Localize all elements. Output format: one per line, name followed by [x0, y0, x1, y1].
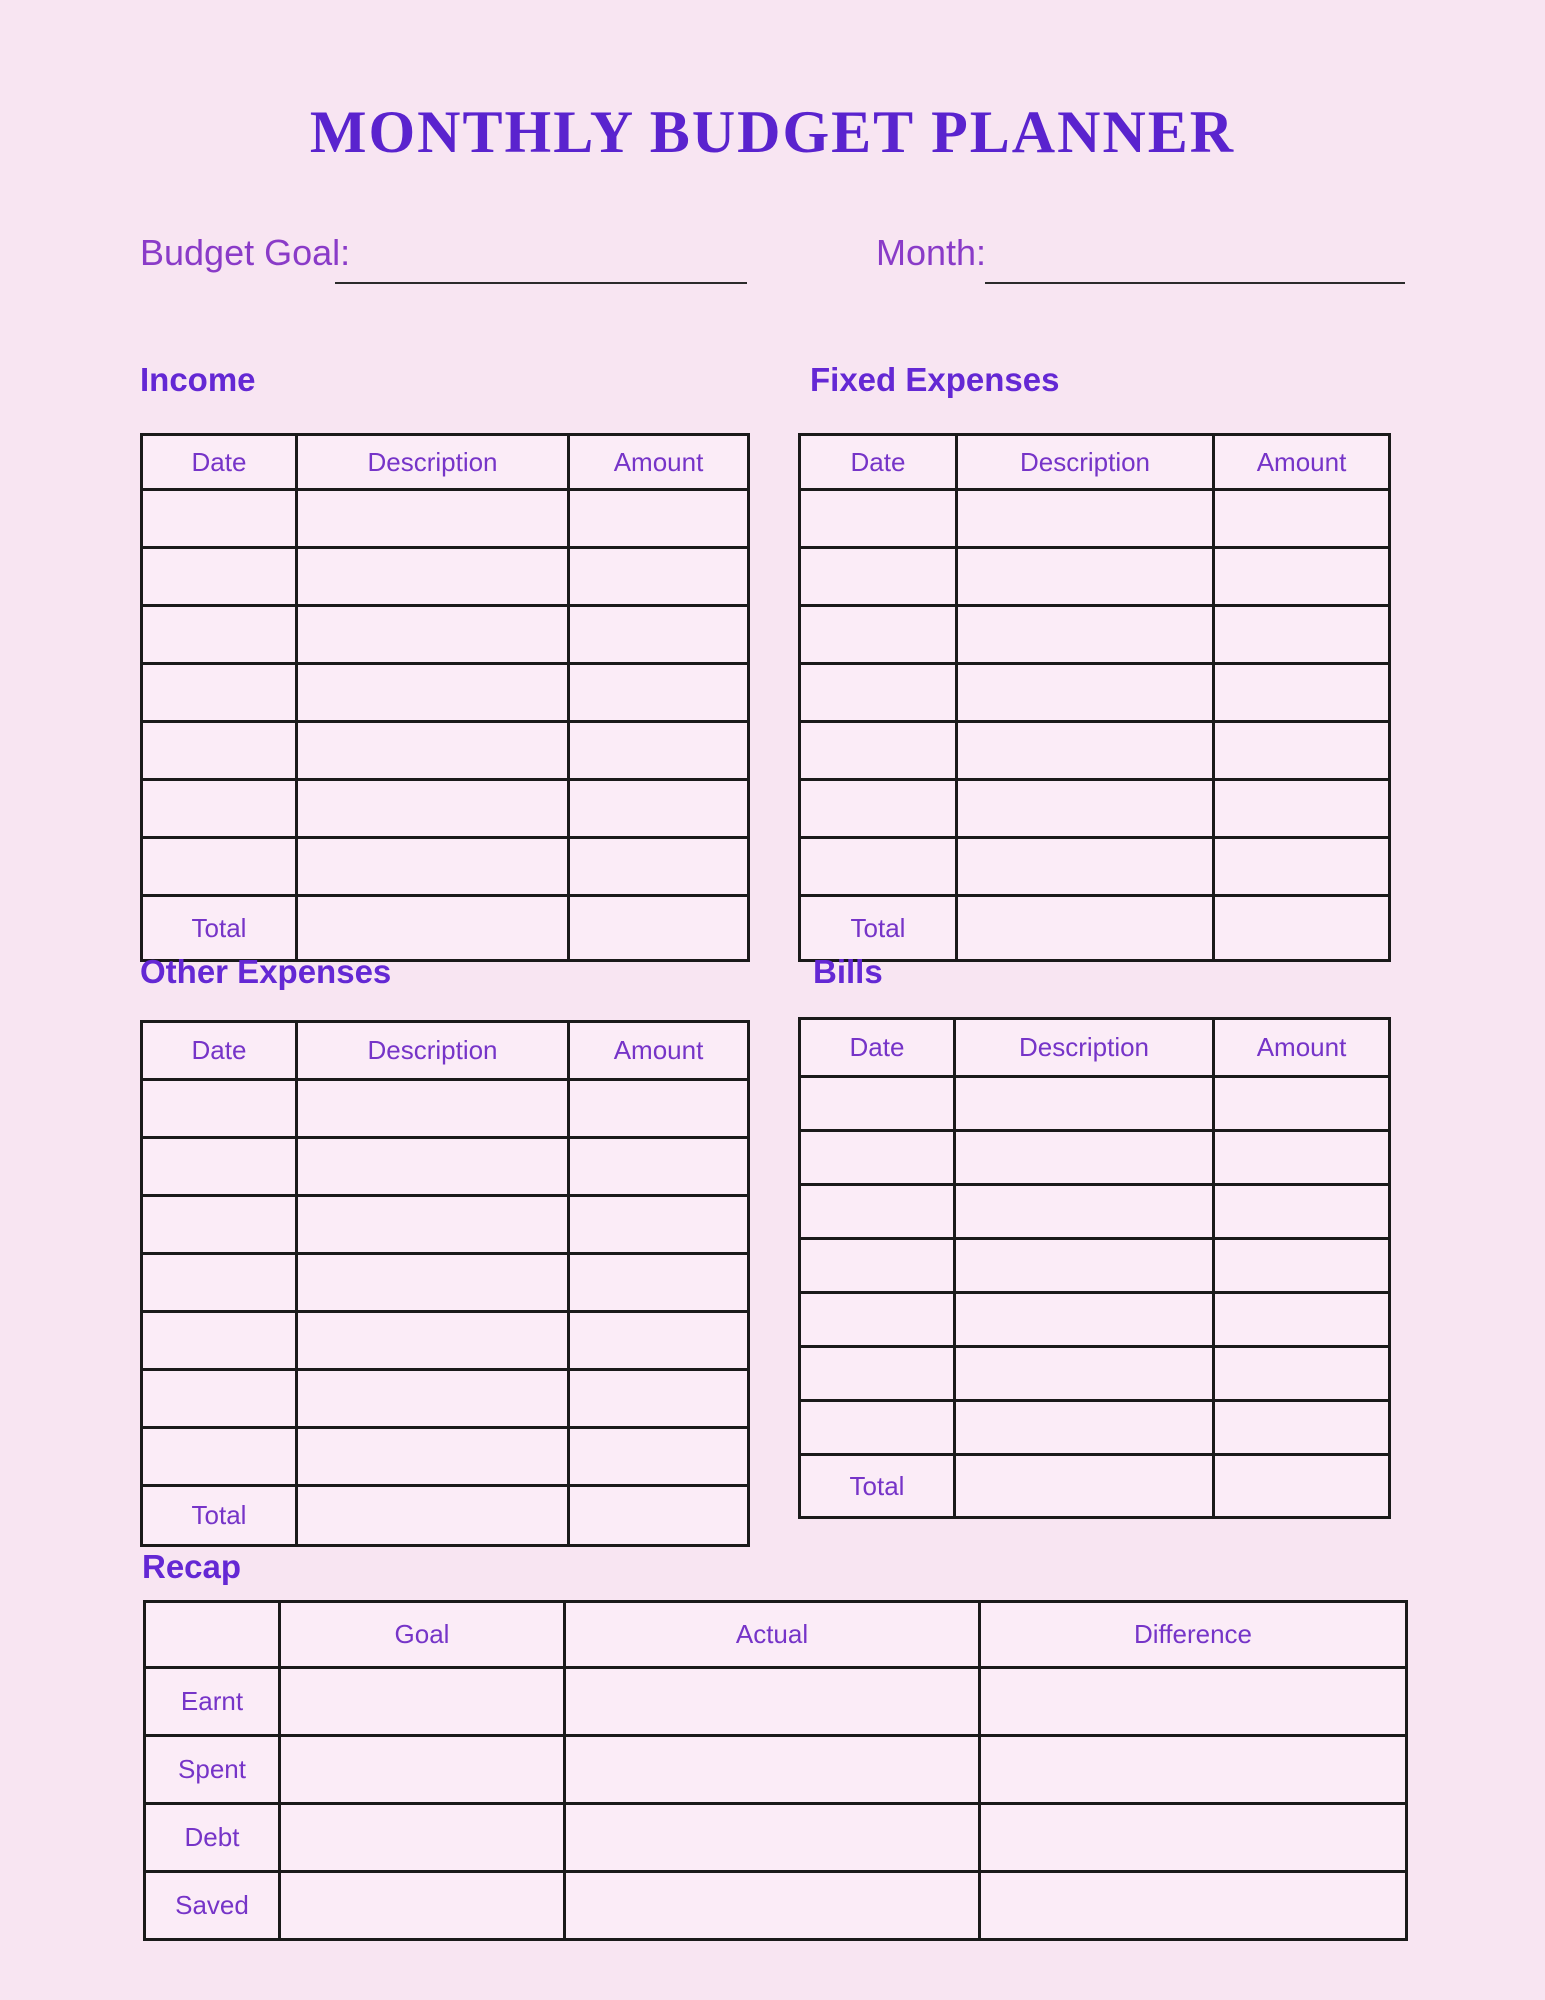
bills-total-label: Total: [800, 1455, 955, 1518]
empty-cell[interactable]: [569, 722, 749, 780]
empty-cell[interactable]: [800, 838, 957, 896]
empty-cell[interactable]: [297, 1370, 569, 1428]
empty-cell[interactable]: [955, 1131, 1214, 1185]
month-input-line[interactable]: [985, 242, 1405, 284]
empty-cell[interactable]: [957, 490, 1214, 548]
empty-cell[interactable]: [569, 896, 749, 961]
empty-cell[interactable]: [297, 838, 569, 896]
empty-cell[interactable]: [957, 896, 1214, 961]
fixed-expenses-col-header-date: Date: [800, 435, 957, 490]
empty-cell[interactable]: [955, 1239, 1214, 1293]
empty-cell[interactable]: [142, 780, 297, 838]
empty-cell[interactable]: [1214, 1347, 1390, 1401]
budget-goal-label: Budget Goal:: [140, 232, 351, 273]
empty-cell[interactable]: [800, 1077, 955, 1131]
recap-row-label-saved: Saved: [145, 1872, 280, 1940]
income-total-label: Total: [142, 896, 297, 961]
empty-cell[interactable]: [569, 606, 749, 664]
empty-cell[interactable]: [297, 1254, 569, 1312]
empty-cell[interactable]: [1214, 490, 1390, 548]
empty-cell[interactable]: [297, 780, 569, 838]
empty-cell[interactable]: [142, 1370, 297, 1428]
empty-cell[interactable]: [142, 490, 297, 548]
empty-cell[interactable]: [565, 1804, 980, 1872]
empty-cell[interactable]: [980, 1736, 1407, 1804]
empty-cell[interactable]: [142, 1196, 297, 1254]
other-expenses-col-header-amount: Amount: [569, 1022, 749, 1080]
empty-cell[interactable]: [955, 1401, 1214, 1455]
empty-cell[interactable]: [565, 1668, 980, 1736]
empty-cell[interactable]: [280, 1872, 565, 1940]
empty-cell[interactable]: [565, 1872, 980, 1940]
empty-cell[interactable]: [569, 664, 749, 722]
budget-goal-input-line[interactable]: [335, 242, 747, 284]
empty-cell[interactable]: [800, 664, 957, 722]
empty-cell[interactable]: [569, 548, 749, 606]
empty-cell[interactable]: [800, 548, 957, 606]
empty-cell[interactable]: [569, 490, 749, 548]
empty-cell[interactable]: [142, 1428, 297, 1486]
other-expenses-table: [140, 1020, 750, 1547]
empty-cell[interactable]: [569, 1312, 749, 1370]
empty-cell[interactable]: [1214, 1131, 1390, 1185]
empty-cell[interactable]: [980, 1668, 1407, 1736]
empty-cell[interactable]: [280, 1668, 565, 1736]
empty-cell[interactable]: [957, 606, 1214, 664]
empty-cell[interactable]: [297, 1428, 569, 1486]
recap-heading: Recap: [142, 1548, 242, 1585]
empty-cell[interactable]: [569, 838, 749, 896]
income-table: [140, 433, 750, 962]
empty-cell[interactable]: [569, 780, 749, 838]
fixed-expenses-col-header-amount: Amount: [1214, 435, 1390, 490]
empty-cell[interactable]: [957, 722, 1214, 780]
fixed-expenses-total-label: Total: [800, 896, 957, 961]
empty-cell[interactable]: [957, 664, 1214, 722]
empty-cell[interactable]: [800, 490, 957, 548]
empty-cell[interactable]: [569, 1254, 749, 1312]
empty-cell[interactable]: [297, 1196, 569, 1254]
income-col-header-description: Description: [297, 435, 569, 490]
empty-cell[interactable]: [569, 1138, 749, 1196]
fixed-expenses-col-header-description: Description: [957, 435, 1214, 490]
empty-cell[interactable]: [297, 490, 569, 548]
recap-col-header-difference: Difference: [980, 1602, 1407, 1668]
recap-row-label-debt: Debt: [145, 1804, 280, 1872]
empty-cell[interactable]: [142, 548, 297, 606]
empty-cell[interactable]: [1214, 1401, 1390, 1455]
empty-cell[interactable]: [957, 780, 1214, 838]
empty-cell[interactable]: [569, 1370, 749, 1428]
empty-cell[interactable]: [1214, 1239, 1390, 1293]
empty-cell[interactable]: [800, 780, 957, 838]
empty-cell[interactable]: [1214, 722, 1390, 780]
empty-cell[interactable]: [1214, 896, 1390, 961]
empty-cell[interactable]: [297, 1138, 569, 1196]
income-col-header-amount: Amount: [569, 435, 749, 490]
fixed-expenses-table: [798, 433, 1391, 962]
other-expenses-col-header-description: Description: [297, 1022, 569, 1080]
empty-cell[interactable]: [1214, 664, 1390, 722]
income-heading: Income: [140, 361, 256, 398]
other-expenses-total-label: Total: [142, 1486, 297, 1546]
month-label: Month:: [876, 232, 987, 273]
empty-cell[interactable]: [800, 1293, 955, 1347]
empty-cell[interactable]: [800, 606, 957, 664]
empty-cell[interactable]: [142, 606, 297, 664]
empty-cell[interactable]: [980, 1804, 1407, 1872]
other-expenses-col-header-date: Date: [142, 1022, 297, 1080]
empty-cell[interactable]: [1214, 606, 1390, 664]
empty-cell[interactable]: [297, 548, 569, 606]
empty-cell[interactable]: [800, 1185, 955, 1239]
empty-cell[interactable]: [800, 1401, 955, 1455]
empty-cell[interactable]: [142, 1080, 297, 1138]
empty-cell[interactable]: [800, 1347, 955, 1401]
bills-table: [798, 1017, 1391, 1519]
fixed-expenses-heading: Fixed Expenses: [810, 361, 1060, 398]
empty-cell[interactable]: [142, 838, 297, 896]
bills-col-header-amount: Amount: [1214, 1019, 1390, 1077]
empty-cell[interactable]: [142, 1254, 297, 1312]
other-expenses-heading: Other Expenses: [140, 953, 392, 990]
empty-cell[interactable]: [1214, 1455, 1390, 1518]
empty-cell[interactable]: [1214, 1185, 1390, 1239]
empty-cell[interactable]: [142, 1312, 297, 1370]
recap-row-label-spent: Spent: [145, 1736, 280, 1804]
empty-cell[interactable]: [297, 722, 569, 780]
empty-cell[interactable]: [957, 548, 1214, 606]
empty-cell[interactable]: [142, 664, 297, 722]
empty-cell[interactable]: [565, 1736, 980, 1804]
empty-cell[interactable]: [955, 1293, 1214, 1347]
empty-cell[interactable]: [297, 664, 569, 722]
empty-cell[interactable]: [280, 1804, 565, 1872]
empty-cell[interactable]: [297, 1312, 569, 1370]
empty-cell[interactable]: [1214, 1293, 1390, 1347]
empty-cell[interactable]: [569, 1428, 749, 1486]
empty-cell[interactable]: [297, 896, 569, 961]
empty-cell[interactable]: [955, 1347, 1214, 1401]
recap-col-header-actual: Actual: [565, 1602, 980, 1668]
empty-cell[interactable]: [955, 1455, 1214, 1518]
empty-cell[interactable]: [1214, 838, 1390, 896]
recap-table: [143, 1600, 1408, 1941]
recap-corner-cell: [145, 1602, 280, 1668]
empty-cell[interactable]: [980, 1872, 1407, 1940]
empty-cell[interactable]: [800, 1131, 955, 1185]
empty-cell[interactable]: [280, 1736, 565, 1804]
bills-col-header-date: Date: [800, 1019, 955, 1077]
empty-cell[interactable]: [1214, 548, 1390, 606]
recap-row-label-earnt: Earnt: [145, 1668, 280, 1736]
empty-cell[interactable]: [957, 838, 1214, 896]
empty-cell[interactable]: [569, 1080, 749, 1138]
empty-cell[interactable]: [297, 1486, 569, 1546]
empty-cell[interactable]: [142, 1138, 297, 1196]
income-col-header-date: Date: [142, 435, 297, 490]
empty-cell[interactable]: [800, 722, 957, 780]
bills-col-header-description: Description: [955, 1019, 1214, 1077]
empty-cell[interactable]: [1214, 1077, 1390, 1131]
empty-cell[interactable]: [569, 1196, 749, 1254]
empty-cell[interactable]: [800, 1239, 955, 1293]
recap-col-header-goal: Goal: [280, 1602, 565, 1668]
empty-cell[interactable]: [955, 1077, 1214, 1131]
empty-cell[interactable]: [569, 1486, 749, 1546]
empty-cell[interactable]: [297, 1080, 569, 1138]
page-title: MONTHLY BUDGET PLANNER: [309, 99, 1236, 165]
empty-cell[interactable]: [1214, 780, 1390, 838]
bills-heading: Bills: [813, 953, 883, 990]
empty-cell[interactable]: [297, 606, 569, 664]
empty-cell[interactable]: [955, 1185, 1214, 1239]
empty-cell[interactable]: [142, 722, 297, 780]
